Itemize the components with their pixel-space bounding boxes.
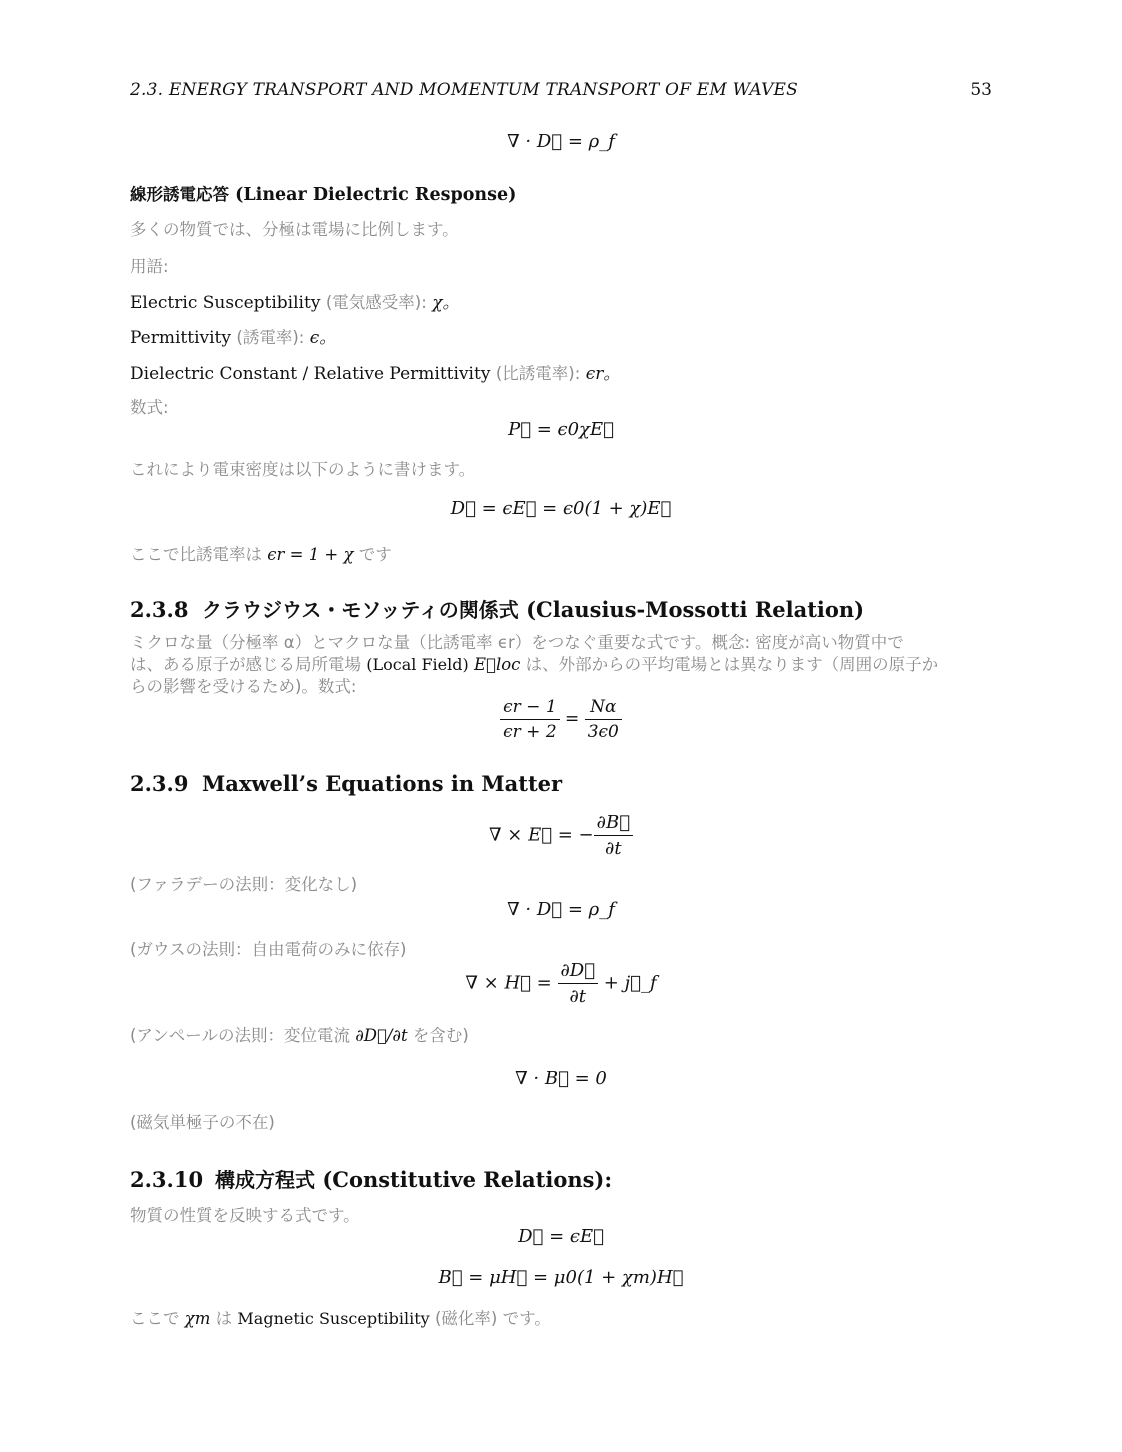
section-heading-2-3-9 xyxy=(130,771,562,796)
text: は、外部からの平均電場とは異なります（周囲の原子か xyxy=(525,655,939,674)
formula-label: 数式: xyxy=(130,398,169,417)
term-en: Electric Susceptibility xyxy=(130,293,321,313)
inline-equation: ∂D⃗/∂t xyxy=(355,1026,408,1045)
running-header-title: 2.3. ENERGY TRANSPORT AND MOMENTUM TRANSPORT OF EM WAVES xyxy=(130,80,798,100)
text-post: です。 xyxy=(502,1309,551,1328)
text-pre: (アンペールの法則：変位電流 xyxy=(130,1026,350,1045)
equals-sign: = xyxy=(565,709,580,729)
section-number: 2.3.8 xyxy=(130,597,189,622)
section-title-jp: 構成方程式 xyxy=(215,1168,315,1192)
denominator: ϵr + 2 xyxy=(503,722,557,742)
denominator: ∂t xyxy=(569,986,587,1007)
rhs: + j⃗_f xyxy=(603,972,657,994)
lhs: ∇ × H⃗ = xyxy=(465,972,552,994)
fraction xyxy=(558,960,599,1007)
note-no-monopole: (磁気単極子の不在) xyxy=(130,1113,275,1132)
term-symbol: ϵr。 xyxy=(585,364,621,384)
term-symbol: χ。 xyxy=(432,293,460,313)
note-ampere xyxy=(130,1022,469,1046)
equation-constitutive-d: D⃗ = ϵE⃗ xyxy=(518,1226,604,1247)
section-title-en: (Constitutive Relations): xyxy=(322,1167,613,1192)
fraction-right xyxy=(585,697,622,742)
text-en: Magnetic Susceptibility xyxy=(237,1309,430,1328)
section-number: 2.3.10 xyxy=(130,1167,204,1192)
page-number: 53 xyxy=(970,80,992,100)
para-line xyxy=(130,654,992,676)
text: は、ある原子が感じる局所電場 xyxy=(130,655,361,674)
term-jp: (比誘電率): xyxy=(495,364,581,383)
denominator: 3ϵ0 xyxy=(587,722,619,742)
inline-symbol: E⃗loc xyxy=(474,655,521,674)
term-en: Dielectric Constant / Relative Permittivity xyxy=(130,364,491,384)
equation-gauss-d: ∇ · D⃗ = ρ_f xyxy=(507,131,615,152)
equation-clausius-mossotti xyxy=(0,697,1122,742)
text-post: を含む) xyxy=(412,1026,469,1045)
inline-equation: ϵr = 1 + χ xyxy=(267,545,354,564)
term-electric-susceptibility xyxy=(130,288,460,313)
text-post: です xyxy=(358,545,392,564)
equation-ampere xyxy=(0,960,1122,1007)
paragraph-relative-permittivity xyxy=(130,541,392,565)
inline-symbol: χm xyxy=(184,1309,211,1328)
fraction xyxy=(594,812,633,859)
section-title-jp: クラウジウス・モソッティの関係式 xyxy=(202,598,519,622)
note-faraday: (ファラデーの法則：変化なし) xyxy=(130,875,358,894)
para-line: らの影響を受けるため)。数式: xyxy=(130,677,357,696)
numerator: ∂B⃗ xyxy=(594,812,633,836)
term-permittivity xyxy=(130,323,336,348)
equation-faraday xyxy=(0,812,1122,859)
term-en: Permittivity xyxy=(130,328,231,348)
denominator: ∂t xyxy=(605,838,622,859)
equation-no-monopole: ∇ · B⃗ = 0 xyxy=(515,1068,607,1089)
equation-polarization: P⃗ = ϵ0χE⃗ xyxy=(508,419,614,440)
term-symbol: ϵ。 xyxy=(309,328,337,348)
note-magnetic-susceptibility xyxy=(130,1305,551,1329)
subheading-jp: 線形誘電応答 xyxy=(130,185,229,204)
equation-constitutive-b: B⃗ = μH⃗ = μ0(1 + χm)H⃗ xyxy=(438,1267,684,1288)
numerator: ϵr − 1 xyxy=(500,697,560,720)
text-en: (Local Field) xyxy=(366,655,469,674)
subheading-en: (Linear Dielectric Response) xyxy=(235,185,517,205)
equation-gauss: ∇ · D⃗ = ρ_f xyxy=(507,899,615,920)
section-number: 2.3.9 xyxy=(130,771,189,796)
term-jp: (誘電率): xyxy=(236,328,305,347)
section-heading-2-3-8 xyxy=(130,594,864,623)
text-pre: ここで比誘電率は xyxy=(130,545,262,564)
text-jp: (磁化率) xyxy=(434,1309,498,1328)
para-line: ミクロな量（分極率 α）とマクロな量（比誘電率 ϵr）をつなぐ重要な式です。概念: 密度が高い物質中で xyxy=(130,633,904,652)
note-gauss: (ガウスの法則：自由電荷のみに依存) xyxy=(130,940,407,959)
terms-label: 用語: xyxy=(130,257,169,276)
equation-displacement: D⃗ = ϵE⃗ = ϵ0(1 + χ)E⃗ xyxy=(450,498,672,519)
section-title-en: (Clausius-Mossotti Relation) xyxy=(526,597,865,622)
lhs: ∇ × E⃗ = − xyxy=(489,824,594,846)
term-dielectric-constant xyxy=(130,359,620,384)
section-heading-2-3-10 xyxy=(130,1164,612,1193)
numerator: Nα xyxy=(585,697,622,720)
paragraph-clausius-mossotti xyxy=(130,632,992,698)
term-jp: (電気感受率): xyxy=(325,293,427,312)
section-title: Maxwell’s Equations in Matter xyxy=(202,771,563,796)
fraction-left xyxy=(500,697,560,742)
paragraph-intro: 多くの物質では、分極は電場に比例します。 xyxy=(130,220,459,239)
paragraph-constitutive-intro: 物質の性質を反映する式です。 xyxy=(130,1206,360,1225)
text-pre: ここで xyxy=(130,1309,180,1328)
numerator: ∂D⃗ xyxy=(558,960,599,984)
paragraph-flux-density: これにより電束密度は以下のように書けます。 xyxy=(130,460,476,479)
text-mid: は xyxy=(215,1309,233,1328)
subheading-linear-dielectric xyxy=(130,181,516,205)
